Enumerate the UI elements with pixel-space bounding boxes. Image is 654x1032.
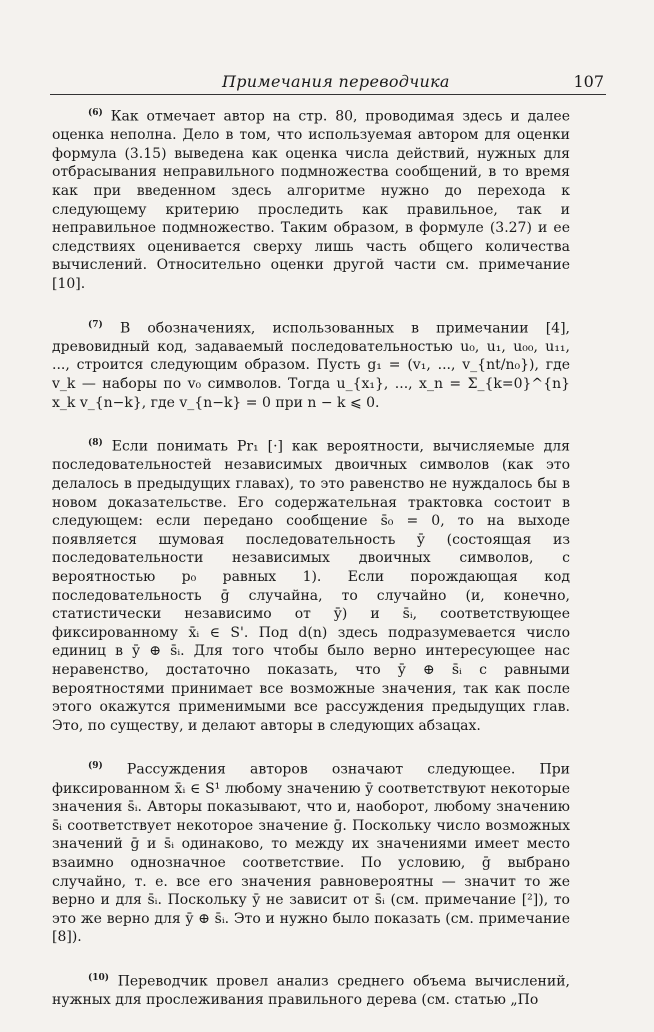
note-marker: (6) [88,108,103,118]
note-text: В обозначениях, использованных в примечании [4], древовидный код, задаваемый последовательностью u₀, u₁, u₀₀, u₁₁, ..., строится следующим образом. Пусть g₁ = (v₁, ..., v_{nt/n₀}), где v_k — наборы по v₀ символов. Тогда u_{x₁}, ..., x_n = Σ_{k=0}^{n} x_k v_{n−k}, где v_{n−k} = 0 при n − k ⩽ 0. [52,320,570,411]
note-text: Переводчик провел анализ среднего объема вычислений, нужных для прослеживания правильного дерева (см. статью „По [52,973,570,1009]
note-10 [52,969,570,1010]
page-number: 107 [573,72,604,91]
note-6 [52,104,570,294]
note-text: Рассуждения авторов означают следующее. При фиксированном x̄ᵢ ∈ S¹ любому значению ȳ соответствуют некоторые значения s̄ᵢ. Авторы показывают, что и, наоборот, любому значению s̄ᵢ соответствует некоторое значение ḡ. Поскольку число возможных значений ḡ и s̄ᵢ одинаково, то между их значениями имеет место взаимно однозначное соответствие. По условию, ḡ выбрано случайно, т. е. все его значения равновероятны — значит то же верно и для s̄ᵢ. Поскольку ȳ не зависит от s̄ᵢ (см. примечание [²]), то это же верно для ȳ ⊕ s̄ᵢ. Это и нужно было показать (см. примечание [8]). [52,762,570,946]
note-marker: (7) [88,319,103,330]
note-9 [52,757,570,947]
note-text: Если понимать Pr₁ [·] как вероятности, вычисляемые для последовательностей независимых двоичных символов (как это делалось в предыдущих главах), то это равенство не нуждалось бы в новом доказательстве. Его содержательная трактовка состоит в следующем: если передано сообщение s̄₀ = 0, то на выходе появляется шумовая последовательность ȳ (состоящая из последовательности независимых двоичных символов, с вероятностью p₀ равных 1). Если порождающая код последовательность ḡ случайна, то случайно (и, конечно, статистически независимо от ȳ) и s̄ᵢ, соответствующее фиксированному x̄ᵢ ∈ S'. Под d(n) здесь подразумевается число единиц в ȳ ⊕ s̄ᵢ. Для того чтобы было верно интересующее нас неравенство, достаточно показать, что ȳ ⊕ s̄ᵢ с равными вероятностями принимает все возможные значения, так как после этого окажутся применимыми все рассуждения предыдущих глав. Это, по существу, и делают авторы в следующих абзацах. [52,438,571,734]
note-text: Как отмечает автор на стр. 80, проводимая здесь и далее оценка неполна. Дело в том, что используемая автором для оценки формула (3.15) выведена как оценка числа действий, нужных для отбрасывания неправильного подмножества сообщений, в то время как при введенном здесь алгоритме нужно до перехода к следующему критерию проследить как правильное, так и неправильное подмножество. Таким образом, в формуле (3.27) и ее следствиях оценивается сверху лишь часть общего количества вычислений. Относительно оценки другой части см. примечание [10]. [52,108,570,292]
note-marker: (8) [88,438,103,449]
note-marker: (9) [88,761,103,772]
running-title: Примечания переводчика [222,72,450,91]
note-7 [52,316,570,413]
running-header [50,64,606,95]
notes-body [52,104,570,1032]
note-8 [52,434,570,735]
note-marker: (10) [88,972,110,983]
